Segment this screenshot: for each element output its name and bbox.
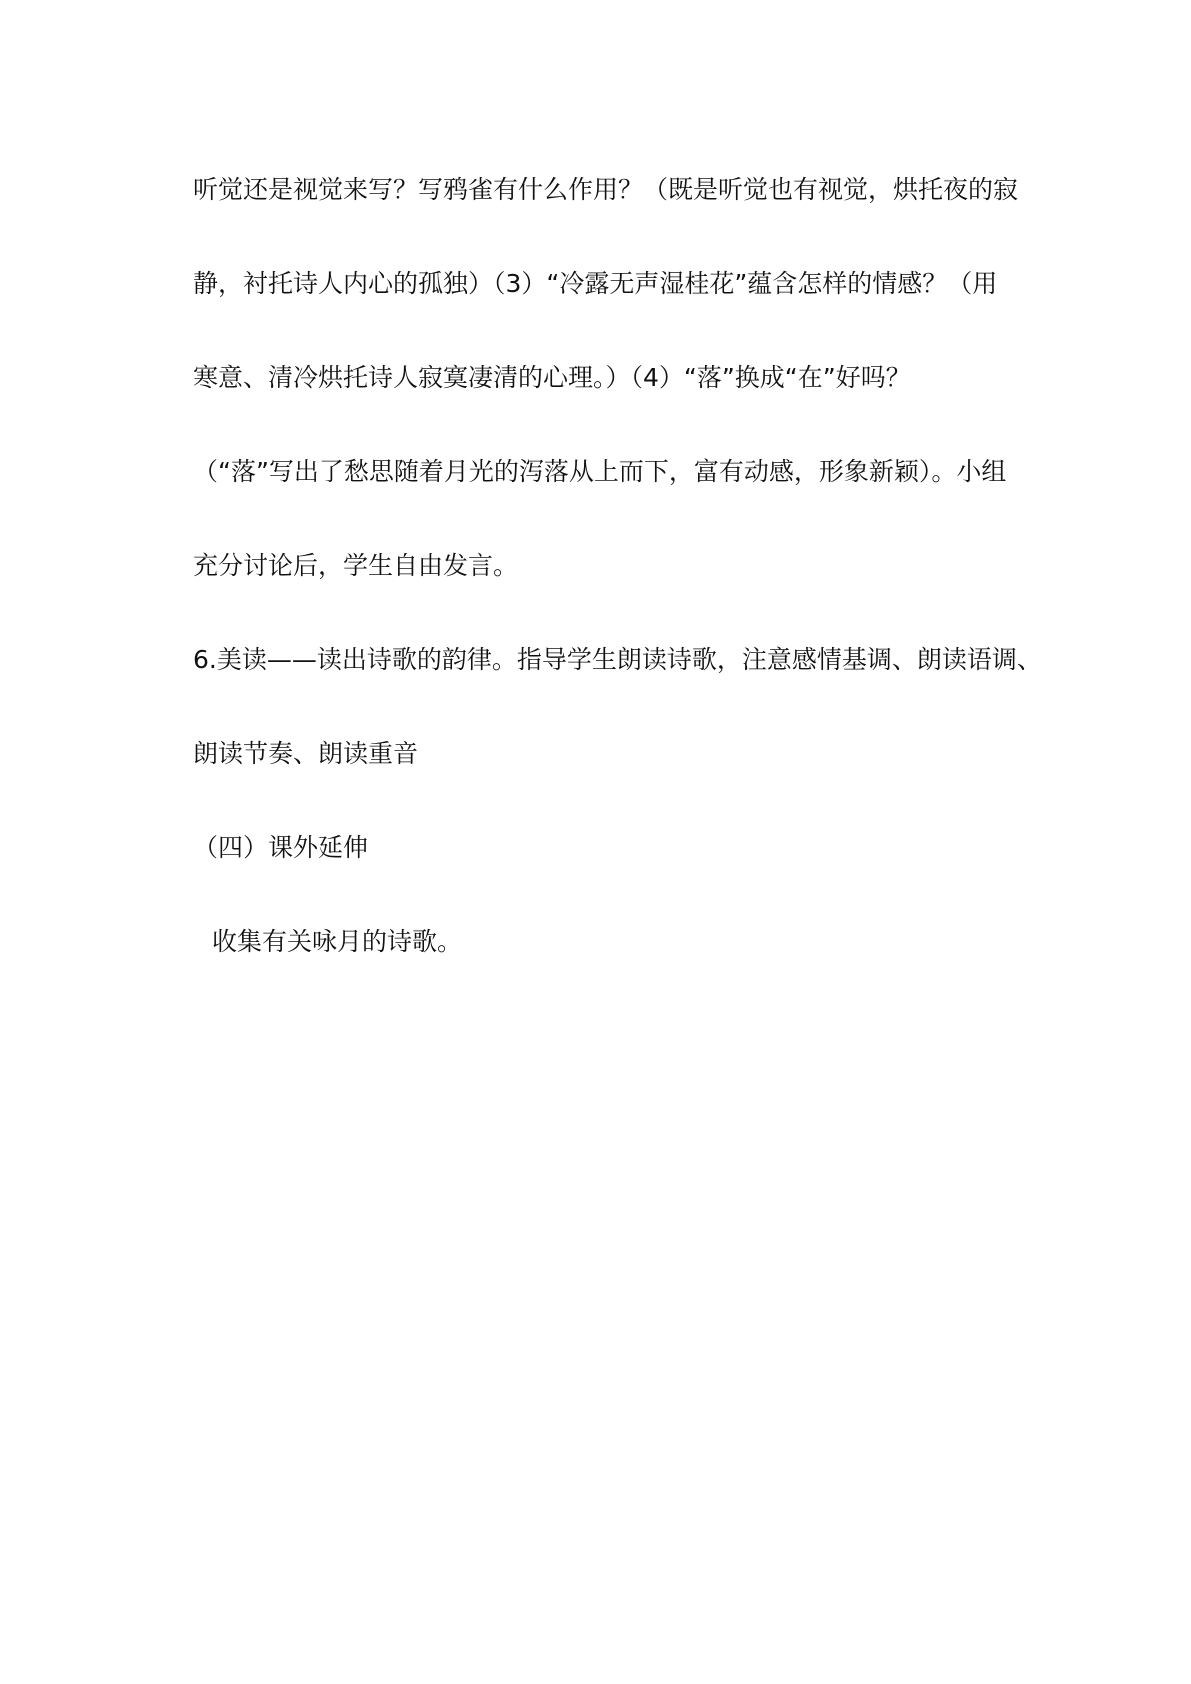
body-text-line: 朗读节奏、朗读重音 <box>193 739 419 768</box>
body-text-line: 静，衬托诗人内心的孤独）（3）“冷露无声湿桂花”蕴含怎样的情感？（用 <box>193 269 998 298</box>
body-text-line: 充分讨论后，学生自由发言。 <box>193 551 519 580</box>
body-text-line: 寒意、清冷烘托诗人寂寞凄清的心理。）（4）“落”换成“在”好吗？ <box>193 363 911 392</box>
body-text-line: 6.美读——读出诗歌的韵律。指导学生朗读诗歌，注意感情基调、朗读语调、 <box>193 645 1042 674</box>
body-text-line: （“落”写出了愁思随着月光的泻落从上而下，富有动感，形象新颖）。小组 <box>193 457 1007 486</box>
body-text-line: 听觉还是视觉来写？写鸦雀有什么作用？（既是听觉也有视觉，烘托夜的寂 <box>193 175 1019 204</box>
section-heading: （四）课外延伸 <box>193 833 369 862</box>
body-text-line: 收集有关咏月的诗歌。 <box>212 927 463 956</box>
